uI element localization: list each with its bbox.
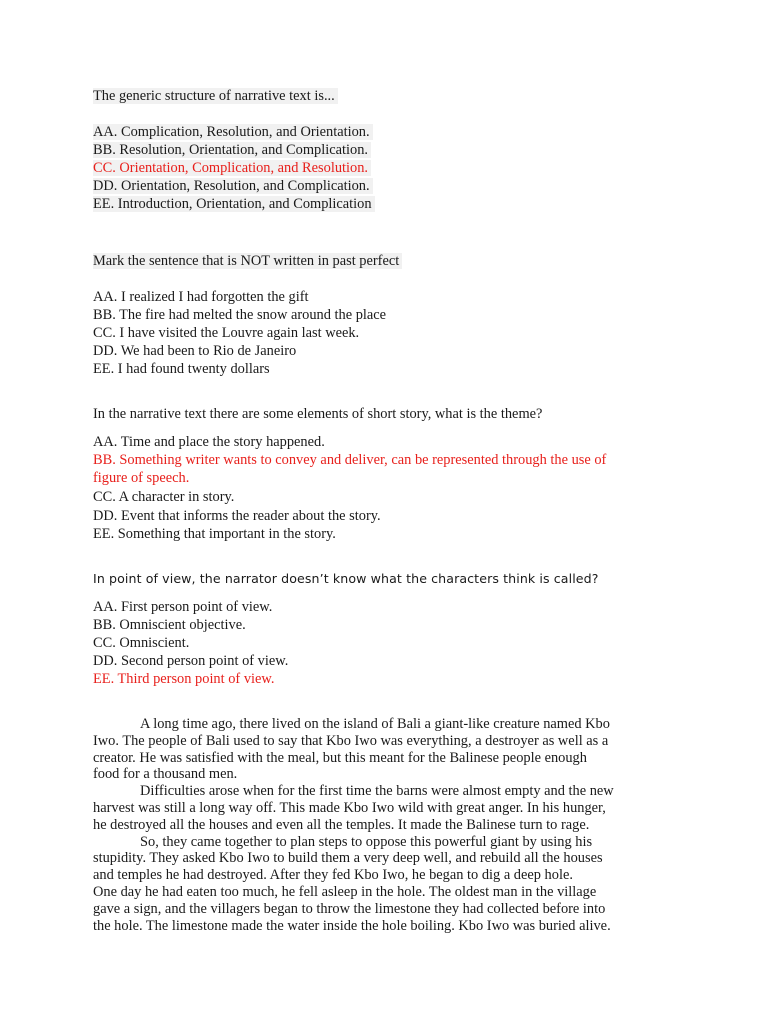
question-1-option-b: BB. Resolution, Orientation, and Complication. — [93, 141, 371, 159]
passage-line: he destroyed all the houses and even all the temples. It made the Balinese turn to rage. — [93, 816, 590, 833]
question-4-option-a: AA. First person point of view. — [93, 599, 273, 615]
question-1-option-d: DD. Orientation, Resolution, and Complication. — [93, 177, 373, 195]
question-2-option-a: AA. I realized I had forgotten the gift — [93, 289, 309, 305]
passage-line: food for a thousand men. — [93, 766, 238, 783]
question-3-option-b-answer-continued: figure of speech. — [93, 470, 190, 486]
narrative-passage — [93, 716, 683, 934]
question-2-prompt: Mark the sentence that is NOT written in past perfect — [93, 252, 402, 270]
question-2-option-c: CC. I have visited the Louvre again last week. — [93, 325, 360, 341]
question-4-prompt: In point of view, the narrator doesn’t know what the characters think is called? — [93, 571, 599, 586]
passage-line: the hole. The limestone made the water inside the hole boiling. Kbo Iwo was buried alive. — [93, 917, 611, 934]
question-2-option-e: EE. I had found twenty dollars — [93, 361, 270, 377]
question-1-option-e: EE. Introduction, Orientation, and Complication — [93, 195, 375, 213]
question-1-option-a: AA. Complication, Resolution, and Orientation. — [93, 123, 373, 141]
question-3-option-b-answer: BB. Something writer wants to convey and deliver, can be represented through the use of — [93, 452, 607, 468]
question-4-option-b: BB. Omniscient objective. — [93, 617, 246, 633]
passage-line: harvest was still a long way off. This made Kbo Iwo wild with great anger. In his hunger, — [93, 799, 606, 816]
passage-line: and temples he had destroyed. After they fed Kbo Iwo, he began to dig a deep hole. — [93, 867, 573, 884]
question-3-option-d: DD. Event that informs the reader about the story. — [93, 508, 381, 524]
question-2-option-b: BB. The fire had melted the snow around the place — [93, 307, 387, 323]
question-1-option-c-answer: CC. Orientation, Complication, and Resolution. — [93, 159, 371, 177]
question-3-option-e: EE. Something that important in the story. — [93, 526, 336, 542]
passage-line: Difficulties arose when for the first time the barns were almost empty and the new — [140, 783, 614, 800]
question-3-option-a: AA. Time and place the story happened. — [93, 434, 325, 450]
passage-line: creator. He was satisfied with the meal, but this meant for the Balinese people enough — [93, 749, 587, 766]
passage-line: gave a sign, and the villagers began to throw the limestone they had collected before into — [93, 900, 606, 917]
question-4-option-e-answer: EE. Third person point of view. — [93, 671, 275, 687]
passage-line: A long time ago, there lived on the island of Bali a giant-like creature named Kbo — [140, 716, 610, 732]
question-4-option-d: DD. Second person point of view. — [93, 653, 289, 669]
question-1-prompt: The generic structure of narrative text is... — [93, 87, 338, 105]
question-3-option-c: CC. A character in story. — [93, 489, 235, 505]
passage-line: One day he had eaten too much, he fell asleep in the hole. The oldest man in the village — [93, 883, 597, 900]
passage-line: So, they came together to plan steps to oppose this powerful giant by using his — [140, 833, 593, 850]
question-2-option-d: DD. We had been to Rio de Janeiro — [93, 343, 297, 359]
question-3-prompt: In the narrative text there are some elements of short story, what is the theme? — [93, 406, 543, 422]
passage-line: stupidity. They asked Kbo Iwo to build them a very deep well, and rebuild all the houses — [93, 850, 603, 867]
passage-line: Iwo. The people of Bali used to say that Kbo Iwo was everything, a destroyer as well as a — [93, 732, 609, 749]
question-4-option-c: CC. Omniscient. — [93, 635, 190, 651]
